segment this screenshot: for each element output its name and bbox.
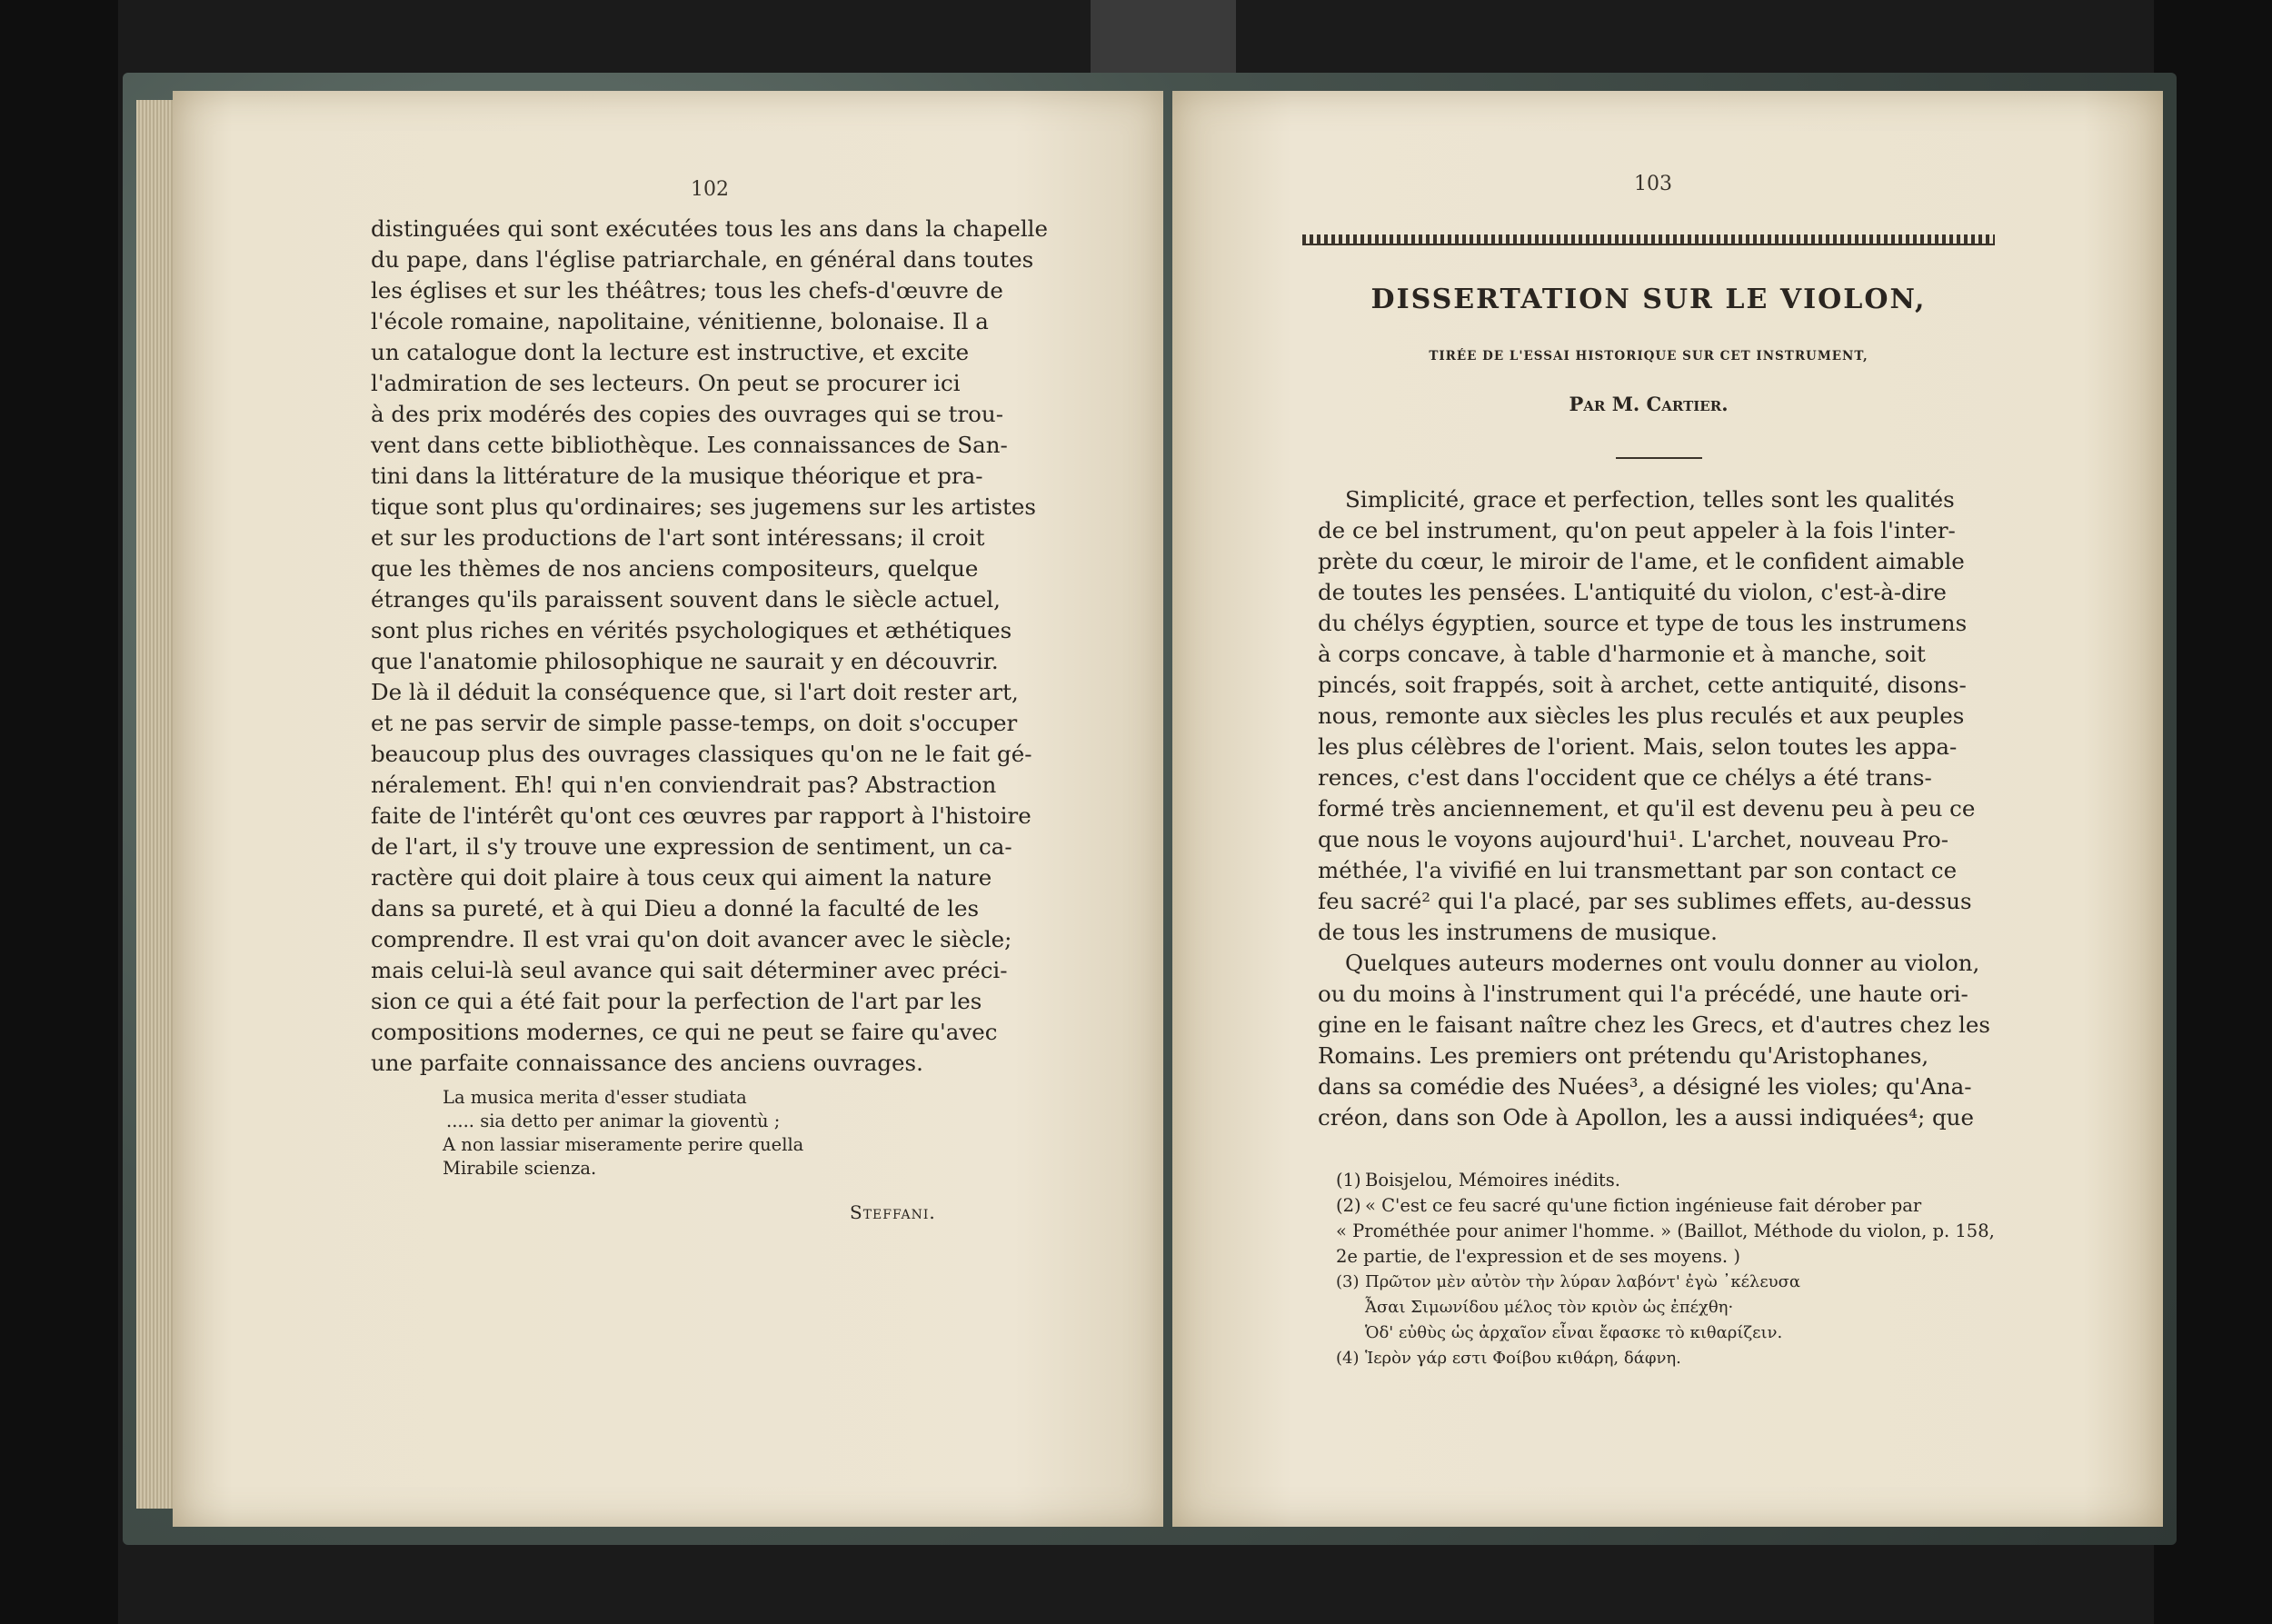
body-line: pincés, soit frappés, soit à archet, cette antiquité, disons- [1318,672,1967,698]
footnote-text: Ἱερὸν γάρ εστι Φοίβου κιθάρη, δάφνη. [1365,1349,1681,1368]
body-line: De là il déduit la conséquence que, si l'art doit rester art, [371,679,1019,705]
footnote-text: 2e partie, de l'expression et de ses moyens. ) [1336,1246,1740,1267]
footnote [1336,1193,1995,1219]
body-line: formé très anciennement, et qu'il est devenu peu à peu ce [1318,795,1976,822]
body-line: dans sa pureté, et à qui Dieu a donné la faculté de les [371,895,980,922]
footnote-continuation [1336,1320,1995,1346]
body-line: de ce bel instrument, qu'on peut appeler à la fois l'inter- [1318,517,1956,543]
body-line: étranges qu'ils paraissent souvent dans le siècle actuel, [371,586,1001,613]
body-line: méthée, l'a vivifié en lui transmettant par son contact ce [1318,857,1958,883]
footnote [1336,1168,1995,1193]
body-line: comprendre. Il est vrai qu'on doit avancer avec le siècle; [371,926,1012,952]
right-page-number: 103 [1634,173,1672,195]
body-line: les églises et sur les théâtres; tous les chefs-d'œuvre de [371,277,1003,304]
body-line: de toutes les pensées. L'antiquité du violon, c'est-à-dire [1318,579,1947,605]
body-line: vent dans cette bibliothèque. Les connaissances de San- [371,432,1008,458]
body-line: tique sont plus qu'ordinaires; ses jugemens sur les artistes [371,493,1036,520]
footnote-text: Boisjelou, Mémoires inédits. [1365,1170,1620,1191]
italian-quote [443,1086,952,1181]
quote-line: ..... sia detto per animar la gioventù ; [446,1111,781,1131]
footnote-continuation [1336,1244,1995,1270]
body-line: distinguées qui sont exécutées tous les ans dans la chapelle [371,215,1049,242]
body-line: et ne pas servir de simple passe-temps, on doit s'occuper [371,710,1018,736]
body-line: dans sa comédie des Nuées³, a désigné les violes; qu'Ana- [1318,1073,1972,1100]
quote-line: A non lassiar miseramente perire quella [443,1134,804,1155]
paragraph-1 [1318,484,1995,948]
body-line: à des prix modérés des copies des ouvrages qui se trou- [371,401,1003,427]
body-line: de l'art, il s'y trouve une expression de sentiment, un ca- [371,833,1012,860]
left-page-number: 102 [691,178,729,201]
body-line: sion ce qui a été fait pour la perfection de l'art par les [371,988,982,1014]
body-line: de tous les instrumens de musique. [1318,919,1718,945]
body-line: sont plus riches en vérités psychologiques et æthétiques [371,617,1012,643]
body-line: à corps concave, à table d'harmonie et à manche, soit [1318,641,1926,667]
body-line: et sur les productions de l'art sont intéressans; il croit [371,524,985,551]
body-line: mais celui-là seul avance qui sait déterminer avec préci- [371,957,1008,983]
chapter-title: DISSERTATION SUR LE VIOLON, [1370,284,1927,315]
body-line: compositions modernes, ce qui ne peut se faire qu'avec [371,1019,998,1045]
scan-backdrop-left [0,0,118,1624]
footnote-text: Ὁδ' εὐθὺς ὡς ἀρχαῖον εἶναι ἔφασκε τὸ κιθαρίζειν. [1365,1323,1783,1342]
body-line: Romains. Les premiers ont prétendu qu'Aristophanes, [1318,1042,1929,1069]
body-line: du pape, dans l'église patriarchale, en général dans toutes [371,246,1034,273]
footnote-text: « C'est ce feu sacré qu'une fiction ingénieuse fait dérober par [1365,1195,1922,1216]
footnotes [1336,1168,1995,1371]
footnote-text: Ἆσαι Σιμωνίδου μέλος τὸν κριὸν ὡς ἐπέχθη· [1365,1298,1734,1317]
right-page-body [1318,484,1995,1133]
footnote-continuation [1336,1295,1995,1320]
paragraph-2 [1318,948,1995,1133]
chapter-author: Par M. Cartier. [1569,393,1729,415]
body-line: feu sacré² qui l'a placé, par ses sublimes effets, au-dessus [1318,888,1972,914]
footnote-text: Πρῶτον μὲν αὐτὸν τὴν λύραν λαβόντ' ἐγὼ ᾿κέλευσα [1365,1272,1801,1291]
body-line: faite de l'intérêt qu'ont ces œuvres par rapport à l'histoire [371,802,1031,829]
title-separator-rule [1616,457,1702,459]
footnote [1336,1270,1995,1295]
body-line: les plus célèbres de l'orient. Mais, selon toutes les appa- [1318,733,1958,760]
body-line: prète du cœur, le miroir de l'ame, et le confident aimable [1318,548,1965,574]
body-line: rences, c'est dans l'occident que ce chélys a été trans- [1318,764,1932,791]
footnote-number: (4) [1336,1349,1360,1368]
left-page-body [371,214,1048,1079]
page-edges-left [136,100,177,1509]
body-line: Simplicité, grace et perfection, telles sont les qualités [1345,486,1955,513]
body-line: tini dans la littérature de la musique théorique et pra- [371,463,983,489]
quote-line: La musica merita d'esser studiata [443,1087,747,1108]
footnote-text: « Prométhée pour animer l'homme. » (Baillot, Méthode du violon, p. 158, [1336,1220,1995,1241]
footnote-continuation [1336,1219,1995,1244]
body-line: que nous le voyons aujourd'hui¹. L'archet, nouveau Pro- [1318,826,1949,852]
body-line: ou du moins à l'instrument qui l'a précédé, une haute ori- [1318,981,1968,1007]
body-line: créon, dans son Ode à Apollon, les a aussi indiquées⁴; que [1318,1104,1974,1131]
quote-signature: Steffani. [850,1201,936,1223]
chapter-subtitle: TIRÉE DE L'ESSAI HISTORIQUE SUR CET INSTRUMENT, [1429,349,1868,364]
body-line: ractère qui doit plaire à tous ceux qui aiment la nature [371,864,992,891]
body-line: un catalogue dont la lecture est instructive, et excite [371,339,970,365]
body-line: une parfaite connaissance des anciens ouvrages. [371,1050,923,1076]
body-line: néralement. Eh! qui n'en conviendrait pas? Abstraction [371,772,997,798]
body-line: l'école romaine, napolitaine, vénitienne, bolonaise. Il a [371,308,989,334]
footnote-number: (3) [1336,1272,1360,1291]
body-line: du chélys égyptien, source et type de tous les instrumens [1318,610,1968,636]
quote-line: Mirabile scienza. [443,1158,597,1179]
body-line: que les thèmes de nos anciens compositeurs, quelque [371,555,979,582]
footnote-number: (1) [1336,1170,1361,1191]
body-line: gine en le faisant naître chez les Grecs, et d'autres chez les [1318,1011,1990,1038]
body-line: beaucoup plus des ouvrages classiques qu'on ne le fait gé- [371,741,1032,767]
body-line: Quelques auteurs modernes ont voulu donner au violon, [1345,950,1980,976]
body-line: nous, remonte aux siècles les plus reculés et aux peuples [1318,702,1965,729]
footnote [1336,1346,1995,1371]
body-line: que l'anatomie philosophique ne saurait y en découvrir. [371,648,999,674]
footnote-number: (2) [1336,1195,1361,1216]
body-line: l'admiration de ses lecteurs. On peut se procurer ici [371,370,961,396]
header-ornament-rule [1302,234,1995,245]
